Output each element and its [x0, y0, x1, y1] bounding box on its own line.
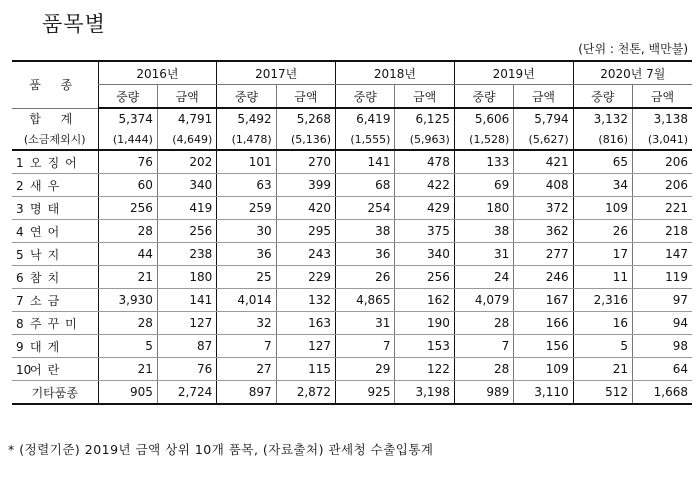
table-cell: 4,865: [336, 289, 395, 312]
sub-total-label: (소금제외시): [12, 129, 98, 150]
table-cell: 68: [336, 174, 395, 197]
table-cell: 2,316: [573, 289, 632, 312]
table-row: [12, 266, 692, 289]
table-cell: 229: [276, 266, 335, 289]
table-cell: 60: [98, 174, 157, 197]
item-name-cell: [12, 358, 98, 381]
table-cell: 421: [514, 150, 573, 174]
table-cell: 6,125: [395, 108, 454, 129]
table-cell: 512: [573, 381, 632, 405]
item-name-cell: [12, 243, 98, 266]
table-cell: 7: [454, 335, 513, 358]
item-name: 주꾸미: [30, 316, 83, 331]
table-cell: 429: [395, 197, 454, 220]
item-column-header: 품 종: [12, 61, 98, 108]
item-name-cell: [12, 174, 98, 197]
table-cell: 362: [514, 220, 573, 243]
table-cell: 277: [514, 243, 573, 266]
item-name-cell: [12, 289, 98, 312]
year-header: 2017년: [217, 61, 336, 85]
item-number: 10: [16, 362, 32, 377]
other-items-row: [12, 381, 692, 405]
table-cell: 132: [276, 289, 335, 312]
amt-header: 금액: [276, 85, 335, 109]
table-cell: 109: [573, 197, 632, 220]
item-name: 참치: [30, 270, 66, 285]
table-cell: 26: [336, 266, 395, 289]
table-cell: 63: [217, 174, 276, 197]
total-row: [12, 108, 692, 129]
table-cell: 28: [98, 312, 157, 335]
table-cell: 897: [217, 381, 276, 405]
table-cell: 6,419: [336, 108, 395, 129]
table-row: [12, 174, 692, 197]
unit-note: (단위 : 천톤, 백만불): [578, 42, 688, 56]
table-cell: 30: [217, 220, 276, 243]
table-cell: (816): [573, 129, 632, 150]
table-cell: 166: [514, 312, 573, 335]
table-cell: 25: [217, 266, 276, 289]
table-cell: 1,668: [633, 381, 692, 405]
table-cell: 4,791: [157, 108, 216, 129]
table-cell: 21: [573, 358, 632, 381]
table-cell: 372: [514, 197, 573, 220]
table-cell: 419: [157, 197, 216, 220]
table-cell: 408: [514, 174, 573, 197]
qty-header: 중량: [573, 85, 632, 109]
table-row: [12, 220, 692, 243]
table-cell: 3,930: [98, 289, 157, 312]
table-cell: 28: [454, 312, 513, 335]
item-name: 새우: [30, 178, 66, 193]
qty-header: 중량: [217, 85, 276, 109]
table-cell: 259: [217, 197, 276, 220]
amt-header: 금액: [157, 85, 216, 109]
table-cell: 2,724: [157, 381, 216, 405]
amt-header: 금액: [395, 85, 454, 109]
table-cell: 11: [573, 266, 632, 289]
table-cell: 180: [454, 197, 513, 220]
footnote: * (정렬기준) 2019년 금액 상위 10개 품목, (자료출처) 관세청 수출입통계: [8, 442, 434, 457]
qty-header: 중량: [454, 85, 513, 109]
item-name-cell: [12, 150, 98, 174]
table-row: [12, 358, 692, 381]
table-cell: 38: [336, 220, 395, 243]
table-cell: 141: [157, 289, 216, 312]
table-cell: 905: [98, 381, 157, 405]
table-cell: 206: [633, 174, 692, 197]
table-cell: (5,136): [276, 129, 335, 150]
table-cell: 7: [217, 335, 276, 358]
table-cell: 36: [336, 243, 395, 266]
table-cell: 31: [454, 243, 513, 266]
table-cell: 375: [395, 220, 454, 243]
table-cell: 31: [336, 312, 395, 335]
item-number: 4: [16, 224, 24, 239]
table-cell: 101: [217, 150, 276, 174]
item-name: 어란: [30, 362, 66, 377]
table-cell: 238: [157, 243, 216, 266]
table-cell: 32: [217, 312, 276, 335]
other-items-label: 기타품종: [31, 385, 78, 400]
table-cell: 7: [336, 335, 395, 358]
table-cell: 163: [276, 312, 335, 335]
year-header: 2018년: [336, 61, 455, 85]
item-number: 1: [16, 155, 24, 170]
table-cell: 122: [395, 358, 454, 381]
qty-header: 중량: [336, 85, 395, 109]
table-cell: 153: [395, 335, 454, 358]
table-cell: 3,198: [395, 381, 454, 405]
item-name: 오징어: [30, 155, 83, 170]
table-cell: 162: [395, 289, 454, 312]
item-number: 9: [16, 339, 24, 354]
table-cell: 925: [336, 381, 395, 405]
qty-header: 중량: [98, 85, 157, 109]
table-cell: 28: [454, 358, 513, 381]
table-cell: 87: [157, 335, 216, 358]
table-cell: 24: [454, 266, 513, 289]
item-number: 3: [16, 201, 24, 216]
item-name-cell: [12, 266, 98, 289]
item-name: 소금: [30, 293, 66, 308]
table-cell: 218: [633, 220, 692, 243]
table-cell: 206: [633, 150, 692, 174]
table-cell: 989: [454, 381, 513, 405]
total-excluding-salt-row: [12, 129, 692, 150]
table-cell: 295: [276, 220, 335, 243]
table-cell: 256: [157, 220, 216, 243]
table-cell: 16: [573, 312, 632, 335]
table-cell: 94: [633, 312, 692, 335]
item-name-cell: [12, 220, 98, 243]
table-cell: 167: [514, 289, 573, 312]
table-cell: 180: [157, 266, 216, 289]
amt-header: 금액: [514, 85, 573, 109]
table-cell: 36: [217, 243, 276, 266]
table-cell: 127: [276, 335, 335, 358]
total-label: 합 계: [29, 112, 81, 127]
table-cell: 422: [395, 174, 454, 197]
table-cell: 5: [98, 335, 157, 358]
table-cell: 21: [98, 358, 157, 381]
table-cell: 3,110: [514, 381, 573, 405]
item-number: 8: [16, 316, 24, 331]
table-cell: 420: [276, 197, 335, 220]
item-name: 명태: [30, 201, 66, 216]
table-cell: (4,649): [157, 129, 216, 150]
table-cell: 76: [157, 358, 216, 381]
item-number: 7: [16, 293, 24, 308]
table-row: [12, 312, 692, 335]
year-header: 2020년 7월: [573, 61, 692, 85]
table-cell: 133: [454, 150, 513, 174]
table-cell: 2,872: [276, 381, 335, 405]
table-cell: 202: [157, 150, 216, 174]
table-cell: 270: [276, 150, 335, 174]
table-cell: 127: [157, 312, 216, 335]
table-row: [12, 243, 692, 266]
table-cell: 17: [573, 243, 632, 266]
table-cell: 340: [157, 174, 216, 197]
table-cell: 5,606: [454, 108, 513, 129]
table-cell: 256: [395, 266, 454, 289]
table-cell: 147: [633, 243, 692, 266]
table-row: [12, 335, 692, 358]
table-cell: 21: [98, 266, 157, 289]
imports-by-item-table: [12, 60, 692, 405]
table-cell: 190: [395, 312, 454, 335]
item-name: 연어: [30, 224, 66, 239]
table-cell: 4,079: [454, 289, 513, 312]
table-cell: 97: [633, 289, 692, 312]
table-cell: 221: [633, 197, 692, 220]
table-cell: 115: [276, 358, 335, 381]
table-cell: 5,374: [98, 108, 157, 129]
table-cell: 5,794: [514, 108, 573, 129]
item-number: 5: [16, 247, 24, 262]
table-cell: (1,444): [98, 129, 157, 150]
table-cell: (1,478): [217, 129, 276, 150]
table-row: [12, 289, 692, 312]
table-cell: 246: [514, 266, 573, 289]
table-cell: 156: [514, 335, 573, 358]
amt-header: 금액: [633, 85, 692, 109]
year-header: 2016년: [98, 61, 217, 85]
table-cell: 44: [98, 243, 157, 266]
table-cell: 254: [336, 197, 395, 220]
table-cell: (5,963): [395, 129, 454, 150]
table-cell: (1,555): [336, 129, 395, 150]
table-cell: 3,132: [573, 108, 632, 129]
table-cell: 141: [336, 150, 395, 174]
item-name-cell: [12, 197, 98, 220]
table-cell: 119: [633, 266, 692, 289]
table-cell: 399: [276, 174, 335, 197]
table-cell: 340: [395, 243, 454, 266]
table-cell: 27: [217, 358, 276, 381]
table-cell: 5: [573, 335, 632, 358]
table-row: [12, 150, 692, 174]
item-name: 낙지: [30, 247, 66, 262]
item-name: 대게: [30, 339, 66, 354]
item-number: 6: [16, 270, 24, 285]
year-header: 2019년: [454, 61, 573, 85]
table-cell: 29: [336, 358, 395, 381]
table-cell: 256: [98, 197, 157, 220]
item-number: 2: [16, 178, 24, 193]
page-title: 품목별: [42, 12, 106, 36]
table-cell: 5,492: [217, 108, 276, 129]
table-cell: 4,014: [217, 289, 276, 312]
table-cell: 76: [98, 150, 157, 174]
table-cell: 64: [633, 358, 692, 381]
table-cell: (5,627): [514, 129, 573, 150]
table-row: [12, 197, 692, 220]
table-cell: 478: [395, 150, 454, 174]
table-cell: 38: [454, 220, 513, 243]
table-cell: 5,268: [276, 108, 335, 129]
item-name-cell: [12, 335, 98, 358]
table-cell: 28: [98, 220, 157, 243]
table-cell: (3,041): [633, 129, 692, 150]
table-cell: (1,528): [454, 129, 513, 150]
item-name-cell: [12, 312, 98, 335]
table-cell: 243: [276, 243, 335, 266]
table-cell: 3,138: [633, 108, 692, 129]
table-cell: 98: [633, 335, 692, 358]
table-cell: 34: [573, 174, 632, 197]
table-cell: 109: [514, 358, 573, 381]
table-cell: 26: [573, 220, 632, 243]
table-cell: 69: [454, 174, 513, 197]
table-cell: 65: [573, 150, 632, 174]
